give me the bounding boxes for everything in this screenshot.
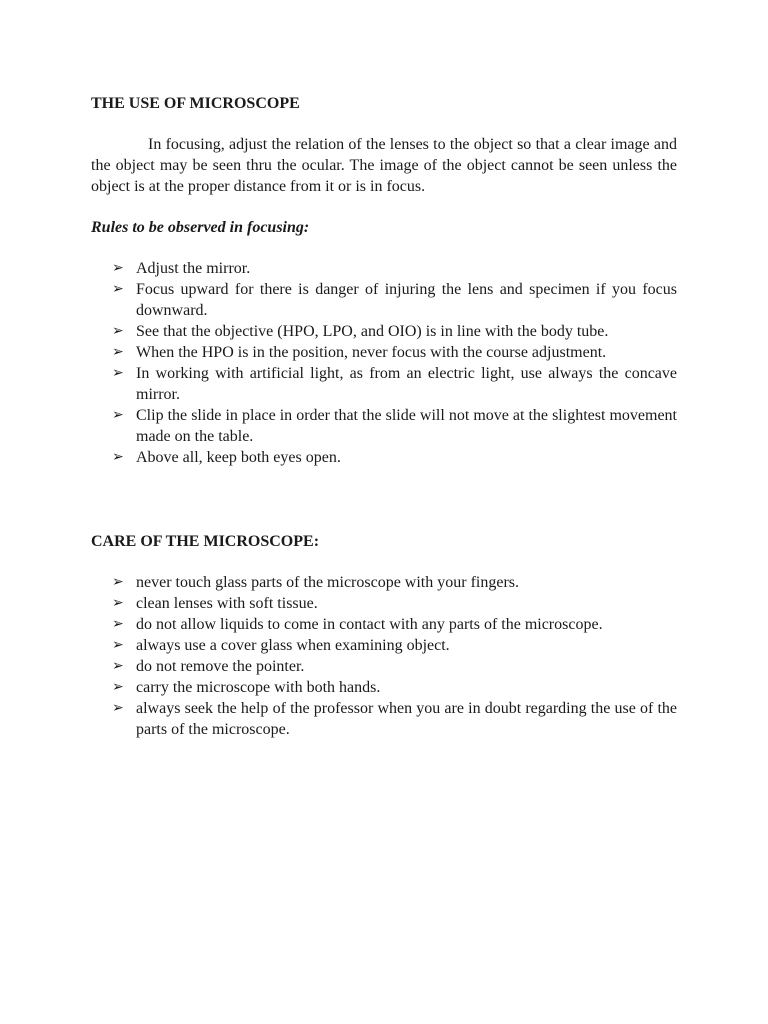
list-item [91, 258, 677, 279]
list-item [91, 447, 677, 468]
arrowhead-bullet-icon: ➢ [112, 617, 124, 632]
list-item [91, 614, 677, 635]
list-item-text: carry the microscope with both hands. [136, 679, 381, 696]
list-item [91, 405, 677, 447]
rules-heading: Rules to be observed in focusing: [91, 219, 310, 236]
list-item [91, 363, 677, 405]
list-item-text: Focus upward for there is danger of injuring the lens and specimen if you focus downward. [136, 281, 677, 319]
list-item-text: In working with artificial light, as from an electric light, use always the concave mirror. [136, 365, 677, 403]
intro-paragraph: In focusing, adjust the relation of the lenses to the object so that a clear image and the object may be seen thru the ocular. The image of the object cannot be seen unless the object is at the proper distance from it or is in focus. [91, 136, 677, 195]
list-item-text: Clip the slide in place in order that the slide will not move at the slightest movement made on the table. [136, 407, 677, 445]
section-title-care: CARE OF THE MICROSCOPE: [91, 533, 320, 550]
arrowhead-bullet-icon: ➢ [112, 261, 124, 276]
list-item [91, 656, 677, 677]
list-item [91, 572, 677, 593]
care-list [91, 572, 677, 740]
arrowhead-bullet-icon: ➢ [112, 408, 124, 423]
arrowhead-bullet-icon: ➢ [112, 638, 124, 653]
arrowhead-bullet-icon: ➢ [112, 596, 124, 611]
list-item [91, 677, 677, 698]
list-item-text: Adjust the mirror. [136, 260, 251, 277]
arrowhead-bullet-icon: ➢ [112, 450, 124, 465]
arrowhead-bullet-icon: ➢ [112, 282, 124, 297]
list-item [91, 593, 677, 614]
list-item [91, 279, 677, 321]
rules-list [91, 258, 677, 468]
arrowhead-bullet-icon: ➢ [112, 345, 124, 360]
list-item [91, 635, 677, 656]
list-item-text: never touch glass parts of the microscope with your fingers. [136, 574, 520, 591]
list-item-text: clean lenses with soft tissue. [136, 595, 318, 612]
arrowhead-bullet-icon: ➢ [112, 659, 124, 674]
list-item-text: do not remove the pointer. [136, 658, 305, 675]
arrowhead-bullet-icon: ➢ [112, 366, 124, 381]
list-item-text: always seek the help of the professor when you are in doubt regarding the use of the parts of the microscope. [136, 700, 677, 738]
arrowhead-bullet-icon: ➢ [112, 575, 124, 590]
list-item [91, 342, 677, 363]
list-item-text: do not allow liquids to come in contact with any parts of the microscope. [136, 616, 603, 633]
arrowhead-bullet-icon: ➢ [112, 680, 124, 695]
list-item-text: always use a cover glass when examining object. [136, 637, 450, 654]
document-page [91, 93, 677, 740]
list-item-text: See that the objective (HPO, LPO, and OIO) is in line with the body tube. [136, 323, 609, 340]
list-item-text: Above all, keep both eyes open. [136, 449, 341, 466]
list-item [91, 698, 677, 740]
list-item [91, 321, 677, 342]
list-item-text: When the HPO is in the position, never focus with the course adjustment. [136, 344, 607, 361]
arrowhead-bullet-icon: ➢ [112, 701, 124, 716]
arrowhead-bullet-icon: ➢ [112, 324, 124, 339]
section-title-use: THE USE OF MICROSCOPE [91, 95, 300, 112]
